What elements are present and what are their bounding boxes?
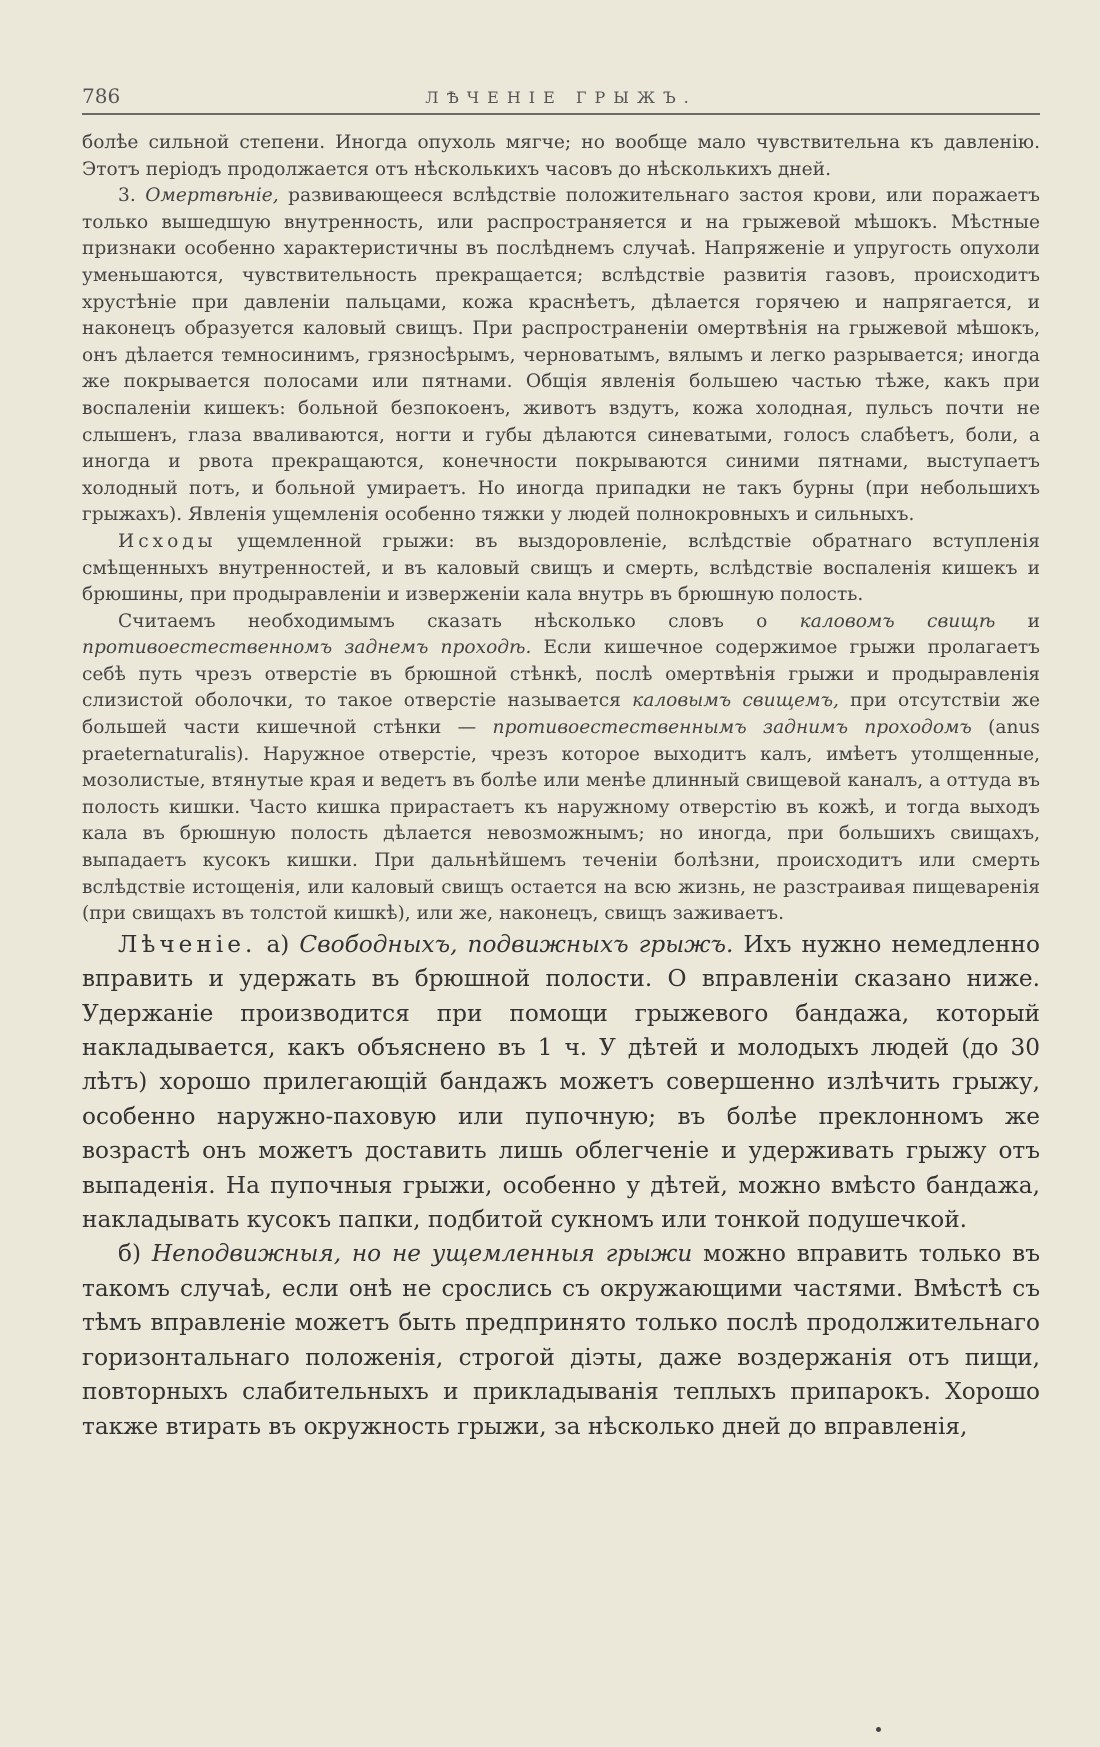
paragraph-necrosis: 3. Омертвѣніе, развивающееся вслѣдствіе положительнаго застоя крови, или поражаетъ только вышедшую внутренность, или распространяется и на грыжевой мѣшокъ. Мѣстные признаки особенно характеристичны въ послѣднемъ случаѣ. Напряженіе и упругость опухоли уменьшаются, чувствительность прекращается; вслѣдствіе развитія газовъ, происходитъ хрустѣніе при давленіи пальцами, кожа краснѣетъ, дѣлается горячею и напрягается, и наконецъ образуется каловый свищъ. При распространеніи омертвѣнія на грыжевой мѣшокъ, онъ дѣлается темносинимъ, грязносѣрымъ, черноватымъ, вялымъ и легко разрывается; иногда же покрывается полосами или пятнами. Общія явленія большею частью тѣже, какъ при воспаленіи кишекъ: больной безпокоенъ, животъ вздутъ, кожа холодная, пульсъ почти не слышенъ, глаза вваливаются, ногти и губы дѣлаются синеватыми, голосъ слабѣетъ, боли, а иногда и рвота прекращаются, конечности покрываются синими пятнами, выступаетъ холодный потъ, и больной умираетъ. Но иногда припадки не такъ бурны (при небольшихъ грыжахъ). Явленія ущемленія особенно тяжки у людей полнокровныхъ и сильныхъ. <box>82 185 1040 526</box>
term-artificial-anus: противоестественнымъ заднимъ проходомъ <box>492 717 972 739</box>
term-free-hernias: Свободныхъ, подвижныхъ грыжъ. <box>299 930 734 958</box>
large-print-section <box>82 928 1040 1444</box>
term-immobile-hernias: Неподвижныя, но не ущемленныя грыжи <box>151 1240 693 1268</box>
running-title: ЛѢЧЕНІЕ ГРЫЖЪ. <box>425 88 697 107</box>
page-body <box>82 130 1040 1444</box>
term-fecal-fistula: каловомъ свищѣ <box>799 610 996 632</box>
heading-treatment: Лѣченіе. <box>118 930 257 958</box>
term-necrosis: Омертвѣніе, <box>145 185 279 207</box>
header-rule <box>82 113 1040 115</box>
print-speck <box>876 1727 881 1732</box>
page-number: 786 <box>82 84 121 108</box>
paragraph-continuation: болѣе сильной степени. Иногда опухоль мягче; но вообще мало чувствительна къ давленію. Этотъ періодъ продолжается отъ нѣсколькихъ часовъ до нѣсколькихъ дней. <box>82 132 1040 180</box>
paragraph-outcomes: Исходы ущемленной грыжи: въ выздоровленіе, вслѣдствіе обратнаго вступленія смѣщенныхъ внутренностей, и въ каловый свищъ и смерть, вслѣдствіе воспаленія кишекъ и брюшины, при продыравленіи и изверженіи кала внутрь въ брюшную полость. <box>82 530 1040 606</box>
paragraph-treatment-a: Лѣченіе. а) Свободныхъ, подвижныхъ грыжъ. Ихъ нужно немедленно вправить и удержать въ брюшной полости. О вправленіи сказано ниже. Удержаніе производится при помощи грыжевого бандажа, который накладывается, какъ объяснено въ 1 ч. У дѣтей и молодыхъ людей (до 30 лѣтъ) хорошо прилегающій бандажъ можетъ совершенно излѣчить грыжу, особенно наружно-паховую или пупочную; въ болѣе преклонномъ же возрастѣ онъ можетъ доставить лишь облегченіе и удерживать грыжу отъ выпаденія. На пупочныя грыжи, особенно у дѣтей, можно вмѣсто бандажа, накладывать кусокъ папки, подбитой сукномъ или тонкой подушечкой. <box>82 930 1040 1234</box>
page-header <box>82 80 1040 114</box>
term-outcomes: Исходы <box>118 530 217 552</box>
term-fistula-named: каловымъ свищемъ, <box>632 690 839 712</box>
term-anus-praeternaturalis: противоестественномъ заднемъ проходѣ. <box>82 637 532 659</box>
small-print-section <box>82 130 1040 928</box>
paragraph-treatment-b: б) Неподвижныя, но не ущемленныя грыжи можно вправить только въ такомъ случаѣ, если онѣ не срослись съ окружающими частями. Вмѣстѣ съ тѣмъ вправленіе можетъ быть предпринято только послѣ продолжительнаго горизонтальнаго положенія, строгой діэты, даже воздержанія отъ пищи, повторныхъ слабительныхъ и прикладыванія теплыхъ припарокъ. Хорошо также втирать въ окружность грыжи, за нѣсколько дней до вправленія, <box>82 1240 1040 1440</box>
paragraph-fistula: Считаемъ необходимымъ сказать нѣсколько словъ о каловомъ свищѣ и противоестественномъ заднемъ проходѣ. Если кишечное содержимое грыжи пролагаетъ себѣ путь чрезъ отверстіе въ брюшной стѣнкѣ, послѣ омертвѣнія грыжи и продыравленія слизистой оболочки, то такое отверстіе называется каловымъ свищемъ, при отсутствіи же большей части кишечной стѣнки — противоестественнымъ заднимъ проходомъ (anus praeternaturalis). Наружное отверстіе, чрезъ которое выходитъ калъ, имѣетъ утолщенные, мозолистые, втянутые края и ведетъ въ болѣе или менѣе длинный свищевой каналъ, а оттуда въ полость кишки. Часто кишка прирастаетъ къ наружному отверстію въ кожѣ, и тогда выходъ кала въ брюшную полость дѣлается невозможнымъ; но иногда, при большихъ свищахъ, выпадаетъ кусокъ кишки. При дальнѣйшемъ теченіи болѣзни, происходитъ или смерть вслѣдствіе истощенія, или каловый свищъ остается на всю жизнь, не разстраивая пищеваренія (при свищахъ въ толстой кишкѣ), или же, наконецъ, свищъ заживаетъ. <box>82 610 1041 925</box>
